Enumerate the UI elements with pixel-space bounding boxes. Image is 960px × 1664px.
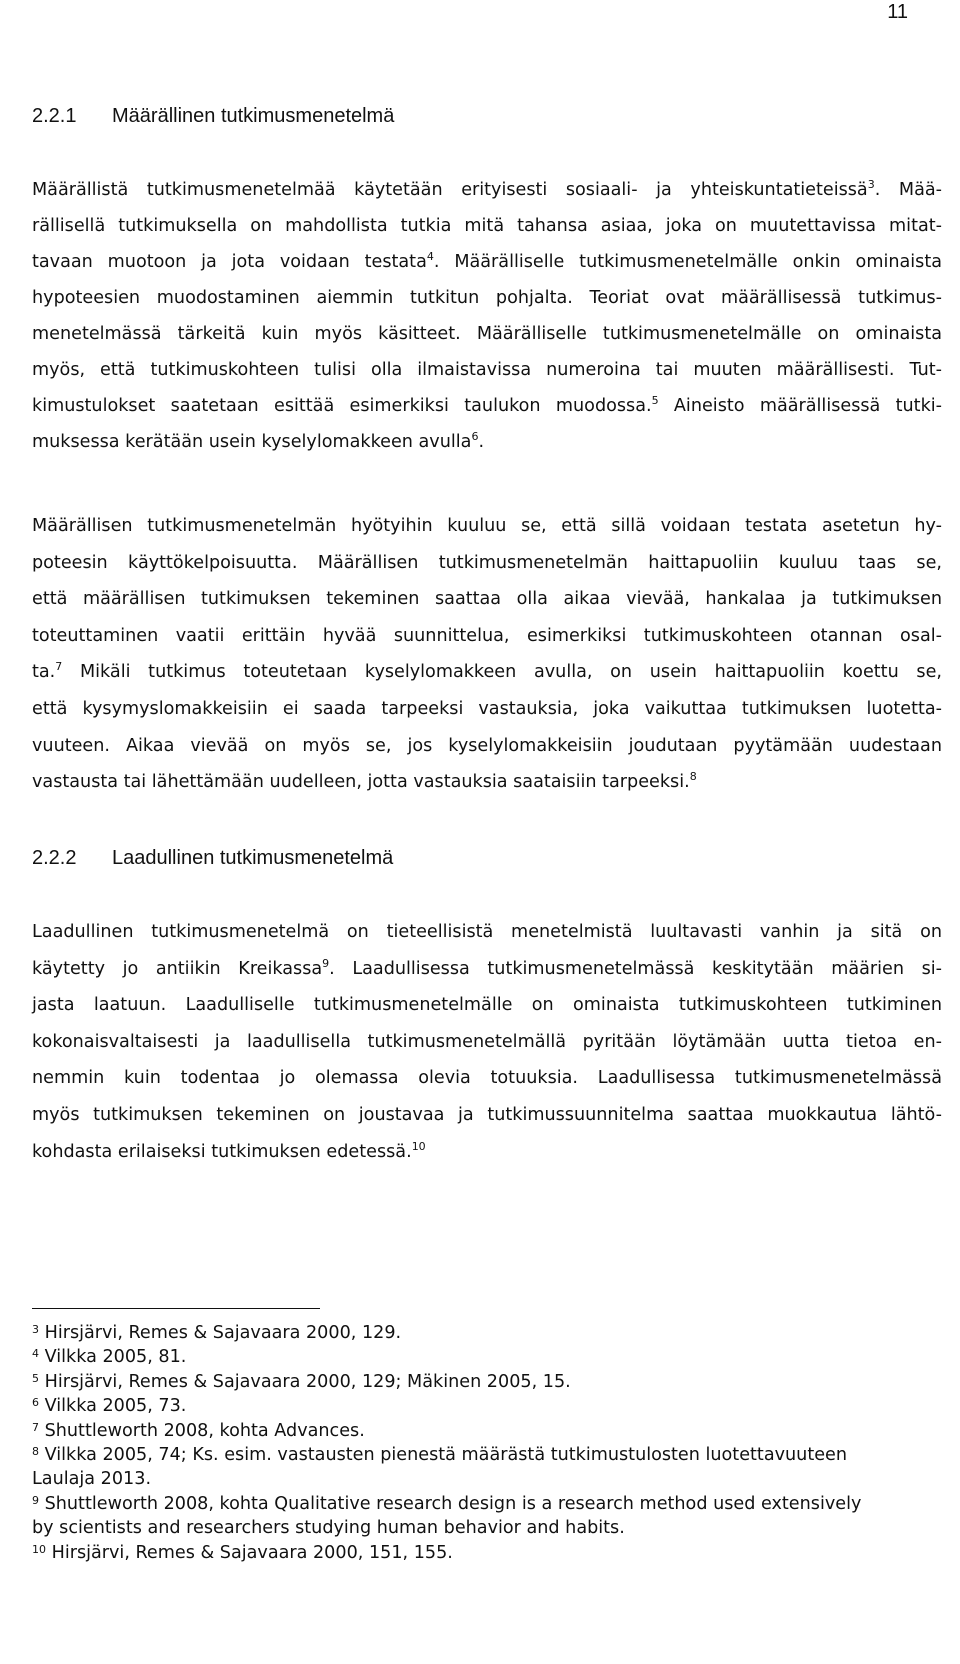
text-segment: Aineisto määrällisessä tutki- xyxy=(658,396,942,416)
text-line xyxy=(32,1024,942,1061)
text-segment: . Mää- xyxy=(874,180,942,200)
text-line xyxy=(32,914,942,951)
footnote-divider xyxy=(32,1308,320,1309)
footnote-ref: 4 xyxy=(426,250,434,264)
footnote-item xyxy=(32,1516,942,1540)
text-segment: kohdasta erilaiseksi tutkimuksen edetessä. xyxy=(32,1141,412,1162)
footnote-ref: 7 xyxy=(55,660,63,674)
text-segment: että määrällisen tutkimuksen tekeminen saattaa olla aikaa vievää, hankalaa ja tutkimuksen xyxy=(32,589,942,610)
text-segment: että kysymyslomakkeisiin ei saada tarpeeksi vastauksia, joka vaikuttaa tutkimuksen luotetta- xyxy=(32,698,942,719)
footnote-item xyxy=(32,1345,942,1369)
footnote-ref: 9 xyxy=(322,956,330,970)
footnote-text: Laulaja 2013. xyxy=(32,1469,152,1490)
footnote-number: 10 xyxy=(32,1542,46,1556)
text-segment: jasta laatuun. Laadulliselle tutkimusmenetelmälle on ominaista tutkimuskohteen tutkiminen xyxy=(32,995,942,1016)
footnote-text: Hirsjärvi, Remes & Sajavaara 2000, 129; Mäkinen 2005, 15. xyxy=(39,1371,571,1392)
footnote-number: 6 xyxy=(32,1396,39,1410)
text-line xyxy=(32,1060,942,1097)
section-title: Laadullinen tutkimusmenetelmä xyxy=(112,847,394,869)
text-segment: myös tutkimuksen tekeminen on joustavaa ja tutkimussuunnitelma saattaa muokkautua lähtö- xyxy=(32,1104,942,1125)
footnote-item xyxy=(32,1467,942,1491)
section-title: Määrällinen tutkimusmenetelmä xyxy=(112,105,395,127)
text-segment: kokonaisvaltaisesti ja laadullisella tutkimusmenetelmällä pyritään löytämään uutta tietoa en- xyxy=(32,1031,942,1052)
text-line xyxy=(32,581,942,618)
text-line xyxy=(32,388,942,424)
footnote-text: Shuttleworth 2008, kohta Qualitative research design is a research method used extensively xyxy=(39,1493,862,1514)
text-line xyxy=(32,654,942,691)
footnote-item xyxy=(32,1321,942,1345)
text-line xyxy=(32,1134,942,1171)
footnote-ref: 6 xyxy=(471,430,479,444)
paragraph-quantitative-intro xyxy=(32,172,942,460)
text-line xyxy=(32,352,942,388)
footnote-item xyxy=(32,1419,942,1443)
text-segment: muksessa kerätään usein kyselylomakkeen avulla xyxy=(32,432,472,452)
footnote-text: Vilkka 2005, 73. xyxy=(39,1396,187,1417)
footnote-item xyxy=(32,1443,942,1467)
text-line xyxy=(32,545,942,582)
text-line xyxy=(32,1097,942,1134)
footnote-ref: 10 xyxy=(411,1139,426,1153)
footnote-text: Vilkka 2005, 74; Ks. esim. vastausten pienestä määrästä tutkimustulosten luotettavuuteen xyxy=(39,1445,848,1466)
footnote-number: 4 xyxy=(32,1347,39,1361)
text-line xyxy=(32,764,942,801)
text-segment: vuuteen. Aikaa vievää on myös se, jos kyselylomakkeisiin joudutaan pyytämään uudestaan xyxy=(32,735,942,756)
footnotes xyxy=(32,1321,942,1565)
text-segment: . xyxy=(478,432,485,452)
text-segment: rällisellä tutkimuksella on mahdollista tutkia mitä tahansa asiaa, joka on muutettavissa mitat- xyxy=(32,216,942,236)
footnote-text: by scientists and researchers studying human behavior and habits. xyxy=(32,1518,625,1539)
section-number: 2.2.1 xyxy=(32,105,77,127)
text-segment: . Laadullisessa tutkimusmenetelmässä keskitytään määrien si- xyxy=(329,958,942,979)
section-heading-2-2-1 xyxy=(32,104,394,128)
text-segment: ta. xyxy=(32,662,56,683)
text-segment: toteuttaminen vaatii erittäin hyvää suunnittelua, esimerkiksi tutkimuskohteen otannan osal- xyxy=(32,625,942,646)
text-line xyxy=(32,987,942,1024)
text-line xyxy=(32,508,942,545)
footnote-ref: 3 xyxy=(867,178,875,192)
text-line xyxy=(32,172,942,208)
footnote-number: 9 xyxy=(32,1493,39,1507)
paragraph-quantitative-pros-cons xyxy=(32,508,942,801)
footnote-ref: 5 xyxy=(651,394,659,408)
text-segment: Laadullinen tutkimusmenetelmä on tieteellisistä menetelmistä luultavasti vanhin ja sitä on xyxy=(32,922,942,942)
footnote-item xyxy=(32,1394,942,1418)
text-line xyxy=(32,691,942,728)
text-line xyxy=(32,280,942,316)
page-number: 11 xyxy=(887,1,908,23)
text-segment: kimustulokset saatetaan esittää esimerkiksi taulukon muodossa. xyxy=(32,396,652,416)
text-segment: vastausta tai lähettämään uudelleen, jotta vastauksia saataisiin tarpeeksi. xyxy=(32,772,690,793)
text-line xyxy=(32,951,942,988)
footnote-item xyxy=(32,1541,942,1565)
text-line xyxy=(32,244,942,280)
footnote-number: 5 xyxy=(32,1371,39,1385)
section-heading-2-2-2 xyxy=(32,846,393,870)
footnote-text: Vilkka 2005, 81. xyxy=(39,1347,187,1368)
footnote-number: 3 xyxy=(32,1323,39,1336)
text-segment: menetelmässä tärkeitä kuin myös käsitteet. Määrälliselle tutkimusmenetelmälle on ominaista xyxy=(32,324,942,344)
footnote-number: 8 xyxy=(32,1445,39,1459)
footnote-ref: 8 xyxy=(689,770,697,784)
text-line xyxy=(32,316,942,352)
footnote-item xyxy=(32,1492,942,1516)
section-number: 2.2.2 xyxy=(32,847,77,869)
text-segment: Määrällisen tutkimusmenetelmän hyötyihin kuuluu se, että sillä voidaan testata asetetun hy- xyxy=(32,516,942,536)
footnote-text: Hirsjärvi, Remes & Sajavaara 2000, 151, 155. xyxy=(46,1542,453,1563)
text-segment: hypoteesien muodostaminen aiemmin tutkitun pohjalta. Teoriat ovat määrällisessä tutkimus- xyxy=(32,288,942,308)
footnote-number: 7 xyxy=(32,1420,39,1434)
footnote-text: Shuttleworth 2008, kohta Advances. xyxy=(39,1420,365,1441)
text-segment: . Määrälliselle tutkimusmenetelmälle onkin ominaista xyxy=(433,252,943,272)
paragraph-qualitative-intro xyxy=(32,914,942,1170)
text-segment: poteesin käyttökelpoisuutta. Määrällisen tutkimusmenetelmän haittapuoliin kuuluu taas se, xyxy=(32,552,942,573)
text-segment: käytetty jo antiikin Kreikassa xyxy=(32,958,323,979)
text-segment: tavaan muotoon ja jota voidaan testata xyxy=(32,252,427,272)
footnote-item xyxy=(32,1370,942,1394)
text-segment: Mikäli tutkimus toteutetaan kyselylomakkeen avulla, on usein haittapuoliin koettu se, xyxy=(62,662,942,683)
text-line xyxy=(32,208,942,244)
text-line xyxy=(32,728,942,765)
text-line xyxy=(32,618,942,655)
text-line xyxy=(32,424,942,460)
text-segment: nemmin kuin todentaa jo olemassa olevia totuuksia. Laadullisessa tutkimusmenetelmässä xyxy=(32,1068,942,1089)
text-segment: myös, että tutkimuskohteen tulisi olla ilmaistavissa numeroina tai muuten määrällisesti. Tut- xyxy=(32,360,942,380)
footnote-text: Hirsjärvi, Remes & Sajavaara 2000, 129. xyxy=(39,1323,402,1343)
text-segment: Määrällistä tutkimusmenetelmää käytetään erityisesti sosiaali- ja yhteiskuntatieteissä xyxy=(32,180,868,200)
